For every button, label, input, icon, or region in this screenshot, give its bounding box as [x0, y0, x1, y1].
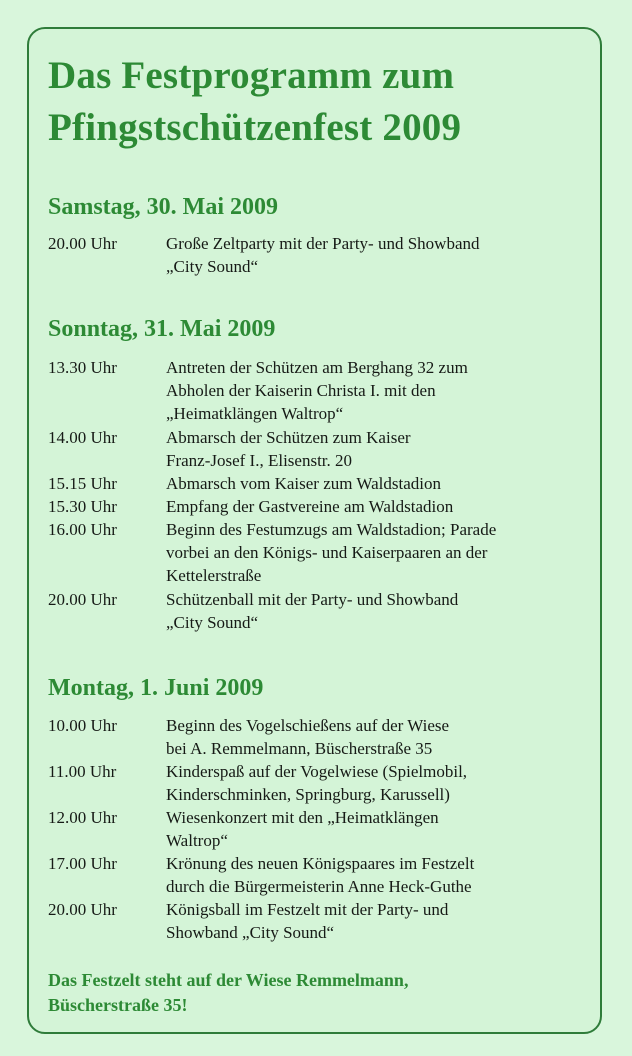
- event-time: 13.30 Uhr: [48, 358, 117, 377]
- event-time: 14.00 Uhr: [48, 428, 117, 447]
- event-description: Krönung des neuen Königspaares im Festzelt durch die Bürgermeisterin Anne Heck-Guthe: [166, 854, 475, 896]
- day-heading-samstag: Samstag, 30. Mai 2009: [48, 194, 278, 220]
- event-description: Antreten der Schützen am Berghang 32 zum Abholen der Kaiserin Christa I. mit den „Heimatklängen Waltrop“: [166, 358, 468, 423]
- location-note: Das Festzelt steht auf der Wiese Remmelmann, Büscherstraße 35!: [48, 970, 409, 1015]
- event-description: Abmarsch vom Kaiser zum Waldstadion: [166, 474, 441, 493]
- event-time: 12.00 Uhr: [48, 808, 117, 827]
- event-time: 17.00 Uhr: [48, 854, 117, 873]
- event-time: 16.00 Uhr: [48, 520, 117, 539]
- event-time: 10.00 Uhr: [48, 716, 117, 735]
- event-time: 15.30 Uhr: [48, 497, 117, 516]
- event-description: Abmarsch der Schützen zum Kaiser Franz-Josef I., Elisenstr. 20: [166, 428, 411, 470]
- event-description: Königsball im Festzelt mit der Party- und Showband „City Sound“: [166, 900, 449, 942]
- event-description: Beginn des Festumzugs am Waldstadion; Parade vorbei an den Königs- und Kaiserpaaren an der Kettelerstraße: [166, 520, 497, 585]
- event-time: 15.15 Uhr: [48, 474, 117, 493]
- event-description: Große Zeltparty mit der Party- und Showband „City Sound“: [166, 234, 480, 276]
- event-description: Beginn des Vogelschießens auf der Wiese bei A. Remmelmann, Büscherstraße 35: [166, 716, 450, 758]
- event-time: 20.00 Uhr: [48, 590, 117, 609]
- event-time: 20.00 Uhr: [48, 234, 117, 253]
- page-title: Das Festprogramm zum Pfingstschützenfest 2009: [48, 54, 462, 149]
- event-description: Kinderspaß auf der Vogelwiese (Spielmobil, Kinderschminken, Springburg, Karussell): [166, 762, 468, 804]
- event-time: 20.00 Uhr: [48, 900, 117, 919]
- event-time: 11.00 Uhr: [48, 762, 117, 781]
- event-description: Wiesenkonzert mit den „Heimatklängen Waltrop“: [166, 808, 439, 850]
- event-description: Schützenball mit der Party- und Showband „City Sound“: [166, 590, 459, 632]
- day-heading-montag: Montag, 1. Juni 2009: [48, 675, 264, 701]
- event-description: Empfang der Gastvereine am Waldstadion: [166, 497, 454, 516]
- day-heading-sonntag: Sonntag, 31. Mai 2009: [48, 316, 276, 342]
